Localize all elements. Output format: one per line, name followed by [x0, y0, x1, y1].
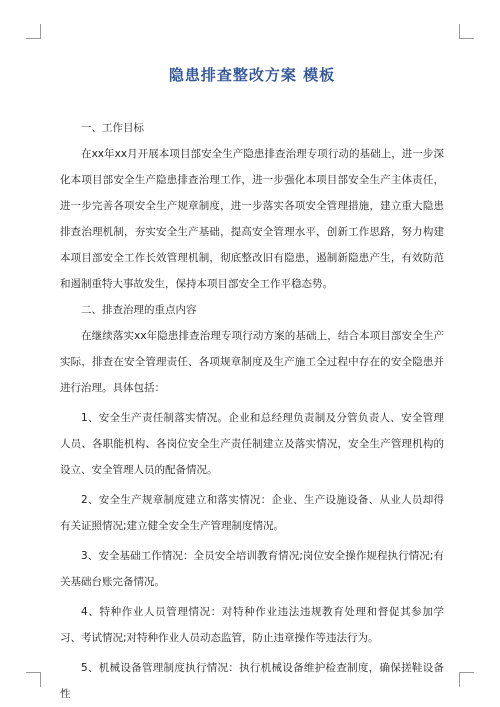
section-heading-key-content: 二、排查治理的重点内容 [81, 304, 197, 316]
crop-mark-bottom-left [26, 672, 41, 687]
section-heading-goals: 一、工作目标 [81, 122, 144, 134]
crop-mark-top-right [459, 24, 474, 39]
list-item: 1、安全生产责任制落实情况。企业和总经理负责制及分管负责人、安全管理人员、各职能机构、各岗位安全生产责任制建立及落实情况，安全生产管理机构的设立、安全管理人员的配备情况。 [60, 412, 444, 476]
paragraph: 在xx年xx月开展本项目部安全生产隐患排查治理专项行动的基础上，进一步深化本项目部安全生产隐患排查治理工作，进一步强化本项目部安全生产主体责任，进一步完善各项安全生产规章制度，进一步落实各项安全管理措施，建立重大隐患排查治理机制，夯实安全生产基础，提高安全管理水平，创新工作思路，努力构建本项目部安全工作长效管理机制，彻底整改旧有隐患，遏制新隐患产生，有效防范和遏制重特大事故发生，保持本项目部安全工作平稳态势。 [60, 148, 444, 290]
document-body [60, 64, 444, 707]
list-item: 2、安全生产规章制度建立和落实情况：企业、生产设施设备、从业人员却得有关证照情况;建立健全安全生产管理制度情况。 [60, 494, 444, 532]
paragraph: 在继续落实xx年隐患排查治理专项行动方案的基础上，结合本项目部安全生产实际，排查在安全管理责任、各项规章制度及生产施工全过程中存在的安全隐患并进行治理。具体包括： [60, 330, 444, 394]
list-item: 4、特种作业人员管理情况：对特种作业违法违规教育处理和督促其参加学习、考试情况;对特种作业人员动态监管，防止违章操作等违法行为。 [60, 606, 444, 644]
document-title: 隐患排查整改方案 模板 [168, 66, 336, 84]
list-item: 5、机械设备管理制度执行情况：执行机械设备维护检查制度，确保搓鞋设备性 [60, 662, 444, 700]
list-item: 3、安全基础工作情况：全员安全培训教育情况;岗位安全操作规程执行情况;有关基础台账完备情况。 [60, 550, 444, 588]
crop-mark-bottom-right [459, 672, 474, 687]
crop-mark-top-left [26, 24, 41, 39]
